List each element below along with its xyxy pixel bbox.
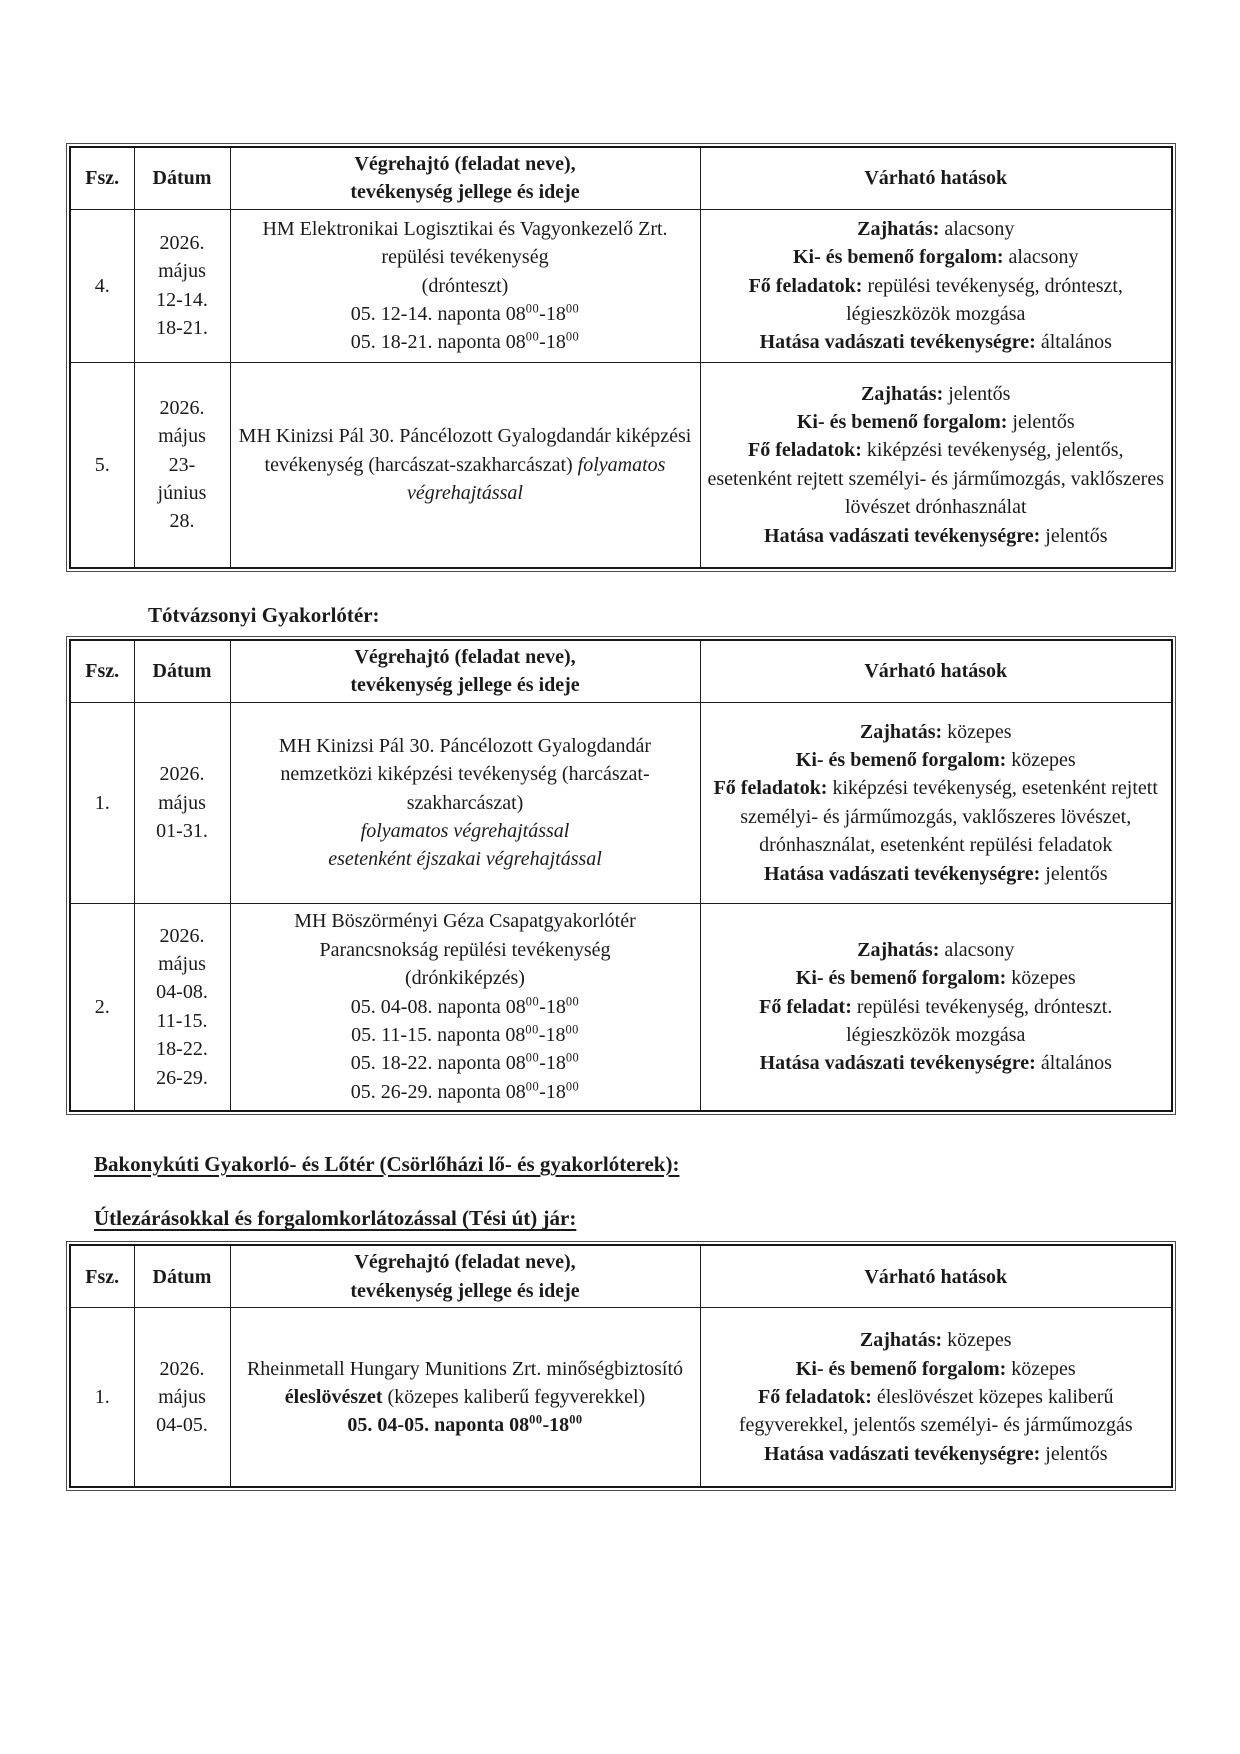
text-line: Fő feladatok: éleslövészet közepes kaliberű fegyverekkel, jelentős személyi- és járműmozgás [738,1386,1133,1437]
table-row [70,903,1172,1111]
schedule-table-upper [69,146,1173,569]
effects-cell [700,903,1172,1111]
text-line: Hatása vadászati tevékenységre: jelentős [764,862,1108,885]
effects-cell [700,209,1172,362]
text-line: 01-31. [156,820,208,843]
text-line: 05. 04-05. naponta $08^{00}-18^{00}$ [347,1412,583,1437]
text-line: Fő feladat: repülési tevékenység, drónteszt. légieszközök mozgása [759,995,1113,1047]
text-line: június [157,481,207,504]
text-line: 2026. [159,924,205,947]
text-line: HM Elektronikai Logisztikai és Vagyonkezelő Zrt. repülési tevékenység [262,217,668,269]
activity-cell [230,1308,700,1488]
upper-table-wrap [66,143,1176,572]
text-line: 2026. [159,763,205,786]
section-heading-utlezaras: Útlezárásokkal és forgalomkorlátozással (Tési út) jár: [94,1206,577,1231]
table-row [70,1308,1172,1488]
text-line: Hatása vadászati tevékenységre: jelentős [764,524,1108,547]
text-line: (drónkiképzés) [405,967,525,990]
text-line: MH Kinizsi Pál 30. Páncélozott Gyalogdandár nemzetközi kiképzési tevékenység (harcászat-szakharcászat) [278,734,652,814]
column-header-datum: Dátum [134,147,230,209]
text-line: Hatása vadászati tevékenységre: általános [759,1052,1112,1075]
text-line: tevékenység jellege és ideje [350,181,580,204]
text-line: 05. 11-15. naponta $08^{00}-18^{00}$ [351,1022,579,1047]
date-cell [134,209,230,362]
activity-cell [230,362,700,568]
text-line: Ki- és bemenő forgalom: alacsony [793,246,1079,269]
header-row [70,1245,1172,1307]
bakonykuti-table-wrap [66,1241,1176,1491]
activity-cell [230,702,700,903]
text-line: Végrehajtó (feladat neve), [354,646,576,669]
text-line: (drónteszt) [421,274,509,297]
text-line: Fő feladatok: kiképzési tevékenység, esetenként rejtett személyi- és járműmozgás, vaklőszeres lövészet, drónhasználat, esetenként repülési feladatok [713,777,1158,857]
text-line: 26-29. [156,1066,208,1089]
text-line: 05. 04-08. naponta $08^{00}-18^{00}$ [350,994,580,1018]
date-cell [134,702,230,903]
text-line: május [158,791,206,814]
text-line: Végrehajtó (feladat neve), [354,153,576,175]
column-header-vegrehajto [230,147,700,209]
text-line: 23- [168,453,196,476]
text-line: 04-08. [156,981,208,1004]
activity-cell [230,903,700,1111]
text-line: Ki- és bemenő forgalom: közepes [795,1357,1076,1380]
text-line: tevékenység jellege és ideje [350,674,580,697]
text-line: május [158,953,206,976]
text-line: Zajhatás: közepes [859,1329,1012,1352]
text-line: 2026. [159,232,205,254]
text-line: Zajhatás: közepes [859,720,1012,743]
fsz-cell: 5. [70,362,134,568]
column-header-fsz: Fsz. [70,1245,134,1307]
text-line: 11-15. [156,1009,208,1032]
date-cell [134,362,230,568]
text-line: MH Kinizsi Pál 30. Páncélozott Gyalogdandár kiképzési tevékenység (harcászat-szakharcászat) folyamatos végrehajtással [238,425,692,504]
text-line: Hatása vadászati tevékenységre: jelentős [764,1442,1108,1465]
text-line: május [158,425,206,448]
section-heading-bakonykuti: Bakonykúti Gyakorló- és Lőtér (Csörlőházi lő- és gyakorlóterek): [94,1151,680,1176]
text-line: Zajhatás: alacsony [857,938,1015,961]
text-line: Fő feladatok: repülési tevékenység, drónteszt, légieszközök mozgása [748,274,1123,325]
text-line: Végrehajtó (feladat neve), [354,1251,576,1274]
date-cell [134,903,230,1111]
text-line: esetenként éjszakai végrehajtással [328,848,602,871]
schedule-table-totvazsonyi [69,639,1173,1112]
text-line: május [158,260,206,283]
text-line: MH Böszörményi Géza Csapatgyakorlótér Parancsnokság repülési tevékenység [294,910,636,961]
column-header-varhato: Várható hatások [700,1245,1172,1307]
effects-cell [700,362,1172,568]
header-row [70,147,1172,209]
date-cell [134,1308,230,1488]
text-line: 2026. [159,396,205,419]
fsz-cell: 1. [70,702,134,903]
text-line: Fő feladatok: kiképzési tevékenység, jelentős, esetenként rejtett személyi- és járműmozgás, vaklőszeres lövészet drónhasználat [707,439,1164,519]
fsz-cell: 4. [70,209,134,362]
text-line: tevékenység jellege és ideje [350,1279,580,1302]
effects-cell [700,1308,1172,1488]
text-line: Ki- és bemenő forgalom: közepes [795,967,1076,990]
text-line: folyamatos végrehajtással [360,820,570,843]
totvazsonyi-table-wrap [66,636,1176,1115]
fsz-cell: 2. [70,903,134,1111]
text-line: május [158,1386,206,1409]
column-header-vegrehajto [230,640,700,702]
text-line: 04-05. [156,1414,208,1437]
column-header-varhato: Várható hatások [700,640,1172,702]
text-line: 05. 26-29. naponta $08^{00}-18^{00}$ [350,1079,580,1103]
column-header-fsz: Fsz. [70,640,134,702]
text-line: 18-22. [156,1038,208,1061]
text-line: 2026. [159,1357,205,1380]
table-row [70,362,1172,568]
fsz-cell: 1. [70,1308,134,1488]
text-line: Zajhatás: alacsony [857,217,1015,240]
text-line: 28. [169,510,195,533]
effects-cell [700,702,1172,903]
table-row [70,702,1172,903]
schedule-table-bakonykuti [69,1244,1173,1488]
text-line: Ki- és bemenő forgalom: közepes [795,749,1076,772]
column-header-datum: Dátum [134,1245,230,1307]
header-row [70,640,1172,702]
section-heading-totvazsonyi: Tótvázsonyi Gyakorlótér: [148,602,380,627]
column-header-fsz: Fsz. [70,147,134,209]
text-line: 05. 12-14. naponta $08^{00}-18^{00}$ [350,301,580,325]
text-line: Rheinmetall Hungary Munitions Zrt. minőségbiztosító éleslövészet (közepes kaliberű fegyverekkel) [246,1357,684,1409]
column-header-vegrehajto [230,1245,700,1307]
text-line: 12-14. [156,288,208,311]
text-line: 05. 18-21. naponta $08^{00}-18^{00}$ [350,329,580,354]
column-header-datum: Dátum [134,640,230,702]
text-line: Hatása vadászati tevékenységre: általános [759,331,1112,354]
text-line: 18-21. [156,317,208,340]
table-row [70,209,1172,362]
text-line: 05. 18-22. naponta $08^{00}-18^{00}$ [350,1050,580,1075]
activity-cell [230,209,700,362]
column-header-varhato: Várható hatások [700,147,1172,209]
text-line: Zajhatás: jelentős [861,382,1011,405]
text-line: Ki- és bemenő forgalom: jelentős [796,411,1075,433]
